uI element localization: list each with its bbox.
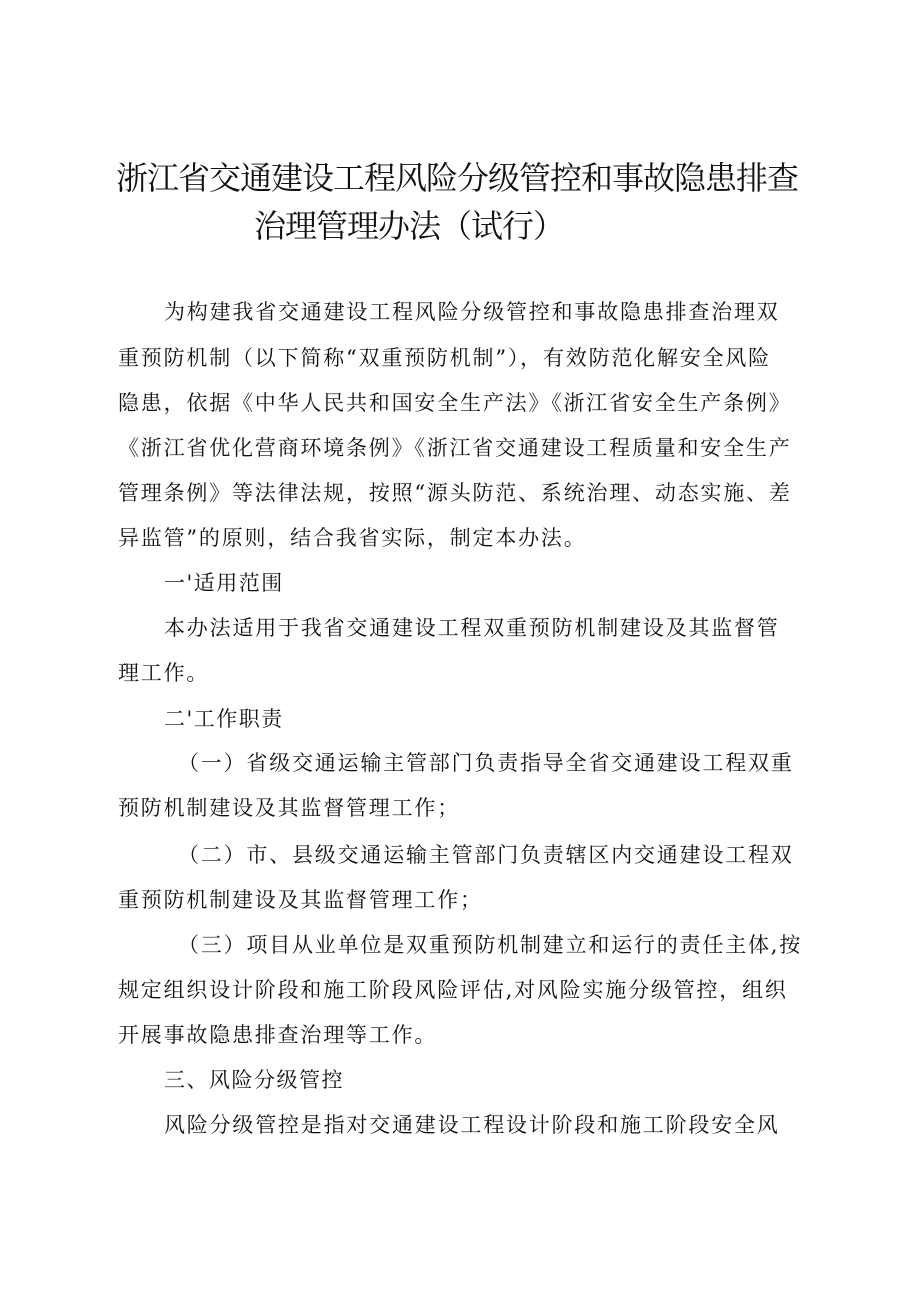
- section-2-item-3-line-1: （三）项目从业单位是双重预防机制建立和运行的责任主体,按: [178, 933, 803, 957]
- intro-line-4: 《浙江省优化营商环境条例》《浙江省交通建设工程质量和安全生产: [118, 436, 792, 460]
- section-2-item-3-line-2: 规定组织设计阶段和施工阶段风险评估,对风险实施分级管控，组织: [118, 978, 788, 1002]
- section-3-line-1: 风险分级管控是指对交通建设工程设计阶段和施工阶段安全风: [164, 1113, 780, 1137]
- intro-line-3: 隐患，依据《中华人民共和国安全生产法》《浙江省安全生产条例》: [118, 391, 792, 415]
- title-line-1: 浙江省交通建设工程风险分级管控和事故隐患排查: [116, 159, 799, 197]
- section-1-line-2: 理工作。: [118, 661, 210, 685]
- intro-line-6: 异监管”的原则，结合我省实际，制定本办法。: [118, 526, 587, 550]
- intro-line-5: 管理条例》等法律法规，按照“源头防范、系统治理、动态实施、差: [118, 481, 792, 505]
- section-3-heading: 三、风险分级管控: [164, 1068, 344, 1092]
- intro-line-1: 为构建我省交通建设工程风险分级管控和事故隐患排查治理双: [164, 300, 780, 324]
- section-2-item-2-line-1: （二）市、县级交通运输主管部门负责辖区内交通建设工程双: [178, 843, 794, 867]
- section-2-item-1-line-1: （一）省级交通运输主管部门负责指导全省交通建设工程双重: [178, 751, 794, 775]
- section-2-item-1-line-2: 预防机制建设及其监督管理工作；: [118, 796, 460, 820]
- intro-line-2: 重预防机制（以下简称“双重预防机制”），有效防范化解安全风险: [118, 346, 771, 370]
- title-line-2: 治理管理办法（试行）: [254, 207, 565, 245]
- section-2-item-2-line-2: 重预防机制建设及其监督管理工作；: [118, 888, 483, 912]
- section-1-heading: 一'适用范围: [164, 571, 284, 595]
- section-2-item-3-line-3: 开展事故隐患排查治理等工作。: [118, 1023, 438, 1047]
- section-2-heading: 二'工作职责: [164, 707, 284, 731]
- section-1-line-1: 本办法适用于我省交通建设工程双重预防机制建设及其监督管: [164, 616, 780, 640]
